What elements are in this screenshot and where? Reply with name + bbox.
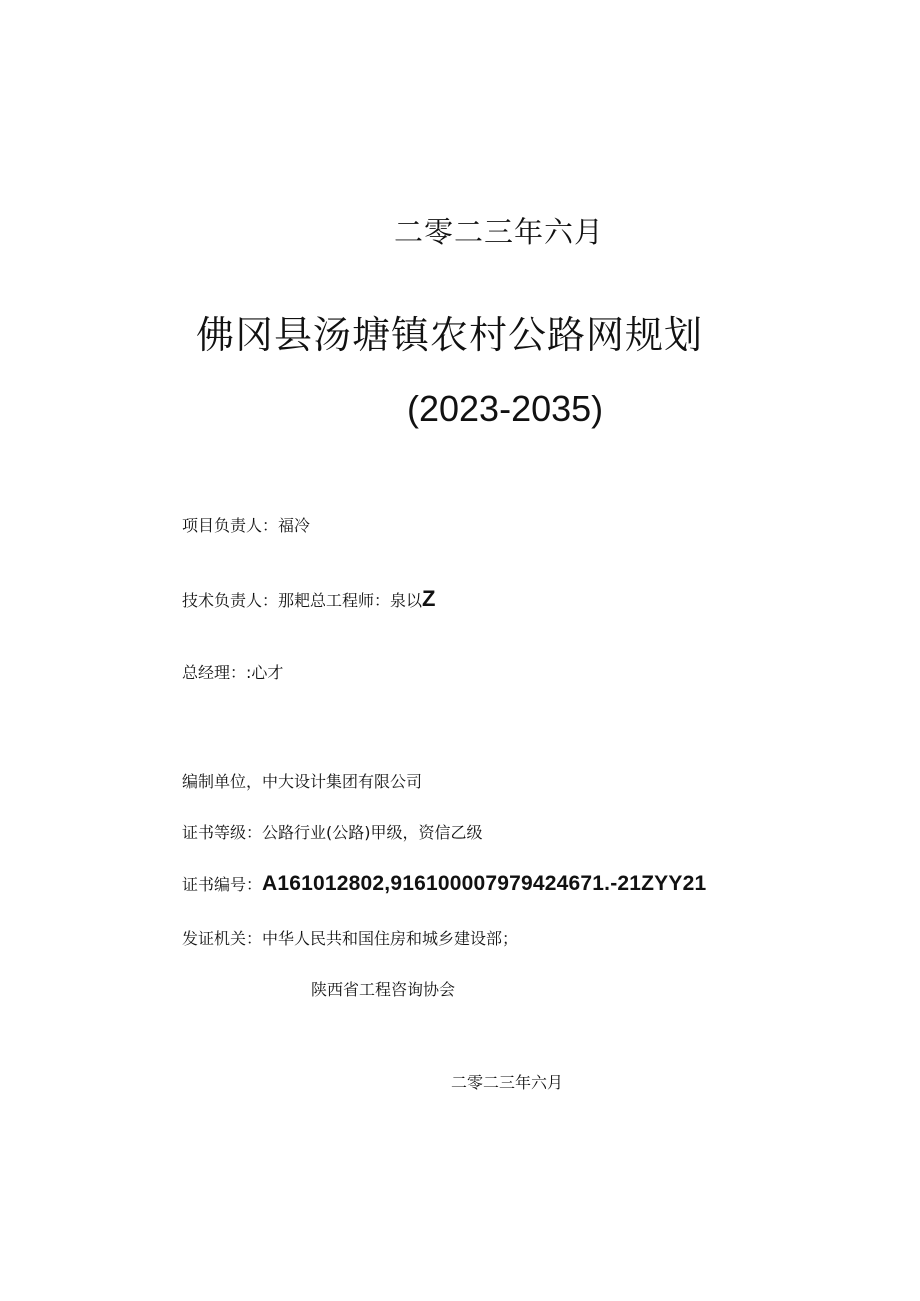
certificate-grade-label: 证书等级： [182, 823, 263, 842]
issuing-authority-value-2: 陕西省工程咨询协会 [311, 980, 456, 999]
planning-period: (2023-2035) [407, 388, 604, 429]
general-manager-value: :心才 [246, 663, 284, 682]
general-manager-line [182, 660, 283, 683]
project-lead-value: 福冷 [278, 516, 311, 535]
project-lead-line [182, 513, 310, 536]
issuing-authority-line [182, 926, 518, 949]
certificate-number-label: 证书编号： [182, 875, 263, 894]
compiling-unit-line [182, 769, 422, 792]
certificate-number-value: A161012802,916100007979424671.-21ZYY21 [262, 872, 707, 895]
general-manager-label: 总经理： [182, 663, 247, 682]
certificate-grade-value: 公路行业(公路)甲级，资信乙级 [262, 823, 483, 842]
tech-lead-value: 那耙总工程师：泉以 [278, 591, 423, 610]
tech-lead-label: 技术负责人： [182, 591, 279, 610]
compiling-unit-label: 编制单位， [182, 772, 263, 791]
cover-date-top: 二零二三年六月 [394, 215, 605, 249]
tech-lead-line [182, 586, 435, 612]
issuing-authority-value-1: 中华人民共和国住房和城乡建设部； [262, 929, 519, 948]
certificate-number-line [182, 872, 706, 896]
certificate-grade-line [182, 820, 483, 843]
project-lead-label: 项目负责人： [182, 516, 279, 535]
tech-lead-suffix: Z [422, 586, 436, 611]
cover-date-bottom: 二零二三年六月 [451, 1073, 564, 1092]
compiling-unit-value: 中大设计集团有限公司 [262, 772, 423, 791]
document-title: 佛冈县汤塘镇农村公路网规划 [196, 313, 704, 357]
issuing-authority-label: 发证机关： [182, 929, 263, 948]
